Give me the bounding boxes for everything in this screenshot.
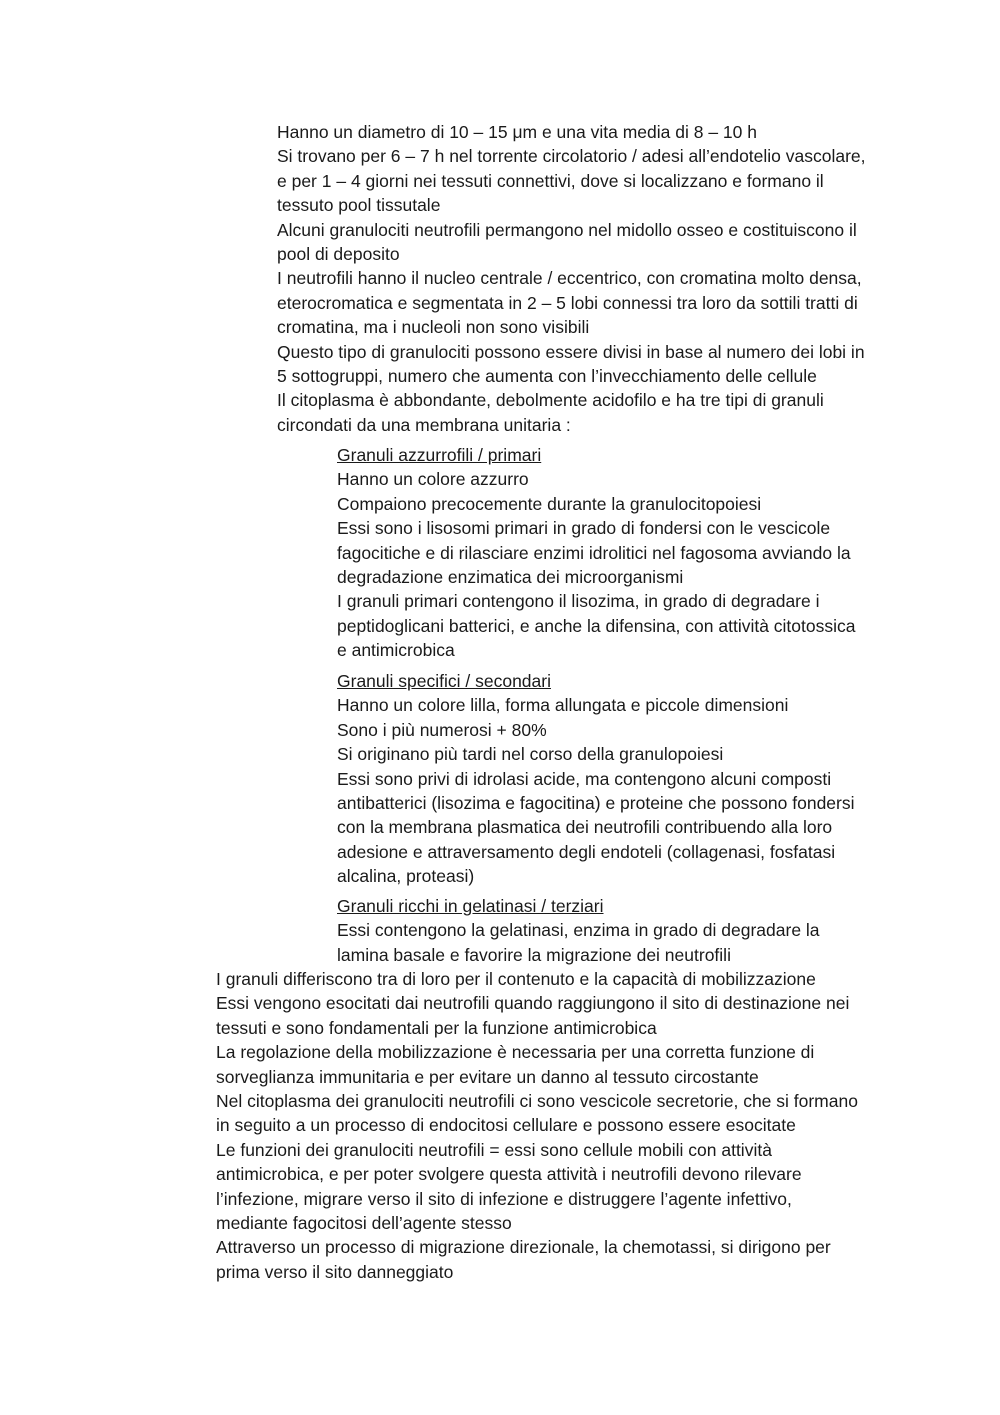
text-line: Essi sono privi di idrolasi acide, ma contengono alcuni composti <box>337 768 832 789</box>
section-heading: Granuli specifici / secondari <box>337 671 551 691</box>
text-line: adesione e attraversamento degli endoteli (collagenasi, fosfatasi <box>337 841 836 862</box>
text-line: Compaiono precocemente durante la granulocitopoiesi <box>337 493 762 514</box>
text-line: Le funzioni dei granulociti neutrofili = essi sono cellule mobili con attività <box>216 1139 772 1160</box>
text-line: pool di deposito <box>277 244 400 265</box>
text-line: peptidoglicani batterici, e anche la difensina, con attività citotossica <box>337 615 856 636</box>
text-line: I neutrofili hanno il nucleo centrale / eccentrico, con cromatina molto densa, <box>277 268 862 289</box>
text-line: tessuto pool tissutale <box>277 195 441 216</box>
text-line: Il citoplasma è abbondante, debolmente acidofilo e ha tre tipi di granuli <box>277 390 824 411</box>
granule-section-primary <box>337 443 856 663</box>
text-line: degradazione enzimatica dei microorganismi <box>337 567 684 588</box>
text-line: Hanno un colore lilla, forma allungata e piccole dimensioni <box>337 695 789 716</box>
text-line: l’infezione, migrare verso il sito di infezione e distruggere l’agente infettivo, <box>216 1188 792 1209</box>
text-line: circondati da una membrana unitaria : <box>277 414 571 435</box>
text-line: e antimicrobica <box>337 640 455 661</box>
text-line: Hanno un diametro di 10 – 15 μm e una vita media di 8 – 10 h <box>277 122 757 142</box>
text-line: Si trovano per 6 – 7 h nel torrente circolatorio / adesi all’endotelio vascolare, <box>277 146 866 167</box>
text-line: Questo tipo di granulociti possono essere divisi in base al numero dei lobi in <box>277 341 865 362</box>
text-line: Essi contengono la gelatinasi, enzima in grado di degradare la <box>337 920 820 941</box>
text-line: Alcuni granulociti neutrofili permangono nel midollo osseo e costituiscono il <box>277 219 857 240</box>
section-heading: Granuli ricchi in gelatinasi / terziari <box>337 896 604 916</box>
text-line: fagocitiche e di rilasciare enzimi idrolitici nel fagosoma avviando la <box>337 542 851 563</box>
text-line: Essi sono i lisosomi primari in grado di fondersi con le vescicole <box>337 518 831 539</box>
text-line: mediante fagocitosi dell’agente stesso <box>216 1213 512 1234</box>
text-line: tessuti e sono fondamentali per la funzione antimicrobica <box>216 1017 657 1038</box>
text-line: lamina basale e favorire la migrazione dei neutrofili <box>337 944 731 965</box>
outro-paragraphs <box>216 967 858 1284</box>
text-line: cromatina, ma i nucleoli non sono visibili <box>277 317 590 338</box>
text-line: Nel citoplasma dei granulociti neutrofili ci sono vescicole secretorie, che si formano <box>216 1091 858 1112</box>
intro-paragraphs <box>277 120 866 437</box>
text-line: Essi vengono esocitati dai neutrofili quando raggiungono il sito di destinazione nei <box>216 993 850 1014</box>
text-line: con la membrana plasmatica dei neutrofili contribuendo alla loro <box>337 817 833 838</box>
text-line: in seguito a un processo di endocitosi cellulare e possono essere esocitate <box>216 1115 796 1136</box>
granule-section-tertiary <box>337 894 820 967</box>
text-line: I granuli differiscono tra di loro per il contenuto e la capacità di mobilizzazione <box>216 969 816 989</box>
text-line: antimicrobica, e per poter svolgere questa attività i neutrofili devono rilevare <box>216 1164 802 1185</box>
granule-section-secondary <box>337 669 855 889</box>
section-heading: Granuli azzurrofili / primari <box>337 445 542 465</box>
text-line: Hanno un colore azzurro <box>337 469 529 490</box>
text-line: eterocromatica e segmentata in 2 – 5 lobi connessi tra loro da sottili tratti di <box>277 292 858 313</box>
text-line: Attraverso un processo di migrazione direzionale, la chemotassi, si dirigono per <box>216 1237 831 1258</box>
text-line: Sono i più numerosi + 80% <box>337 719 547 740</box>
text-line: sorveglianza immunitaria e per evitare un danno al tessuto circostante <box>216 1066 759 1087</box>
text-line: alcalina, proteasi) <box>337 866 475 887</box>
text-line: Si originano più tardi nel corso della granulopoiesi <box>337 744 724 765</box>
text-line: antibatterici (lisozima e fagocitina) e proteine che possono fondersi <box>337 793 855 814</box>
text-line: 5 sottogruppi, numero che aumenta con l’invecchiamento delle cellule <box>277 366 817 387</box>
text-line: prima verso il sito danneggiato <box>216 1261 454 1282</box>
text-line: I granuli primari contengono il lisozima, in grado di degradare i <box>337 591 820 612</box>
text-line: e per 1 – 4 giorni nei tessuti connettivi, dove si localizzano e formano il <box>277 170 824 191</box>
text-line: La regolazione della mobilizzazione è necessaria per una corretta funzione di <box>216 1042 815 1063</box>
